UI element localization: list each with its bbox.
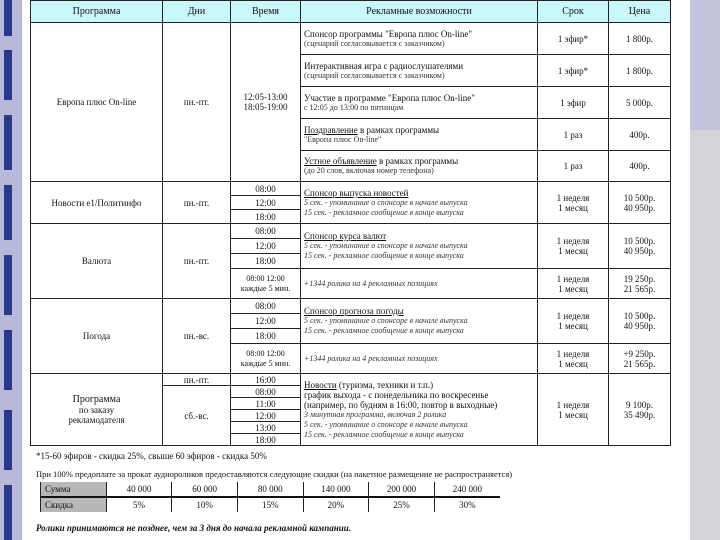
time: 18:00 (231, 210, 301, 224)
ad-title: Устное объявление (304, 156, 377, 166)
closing-note: Ролики принимаются не позднее, чем за 3 дня до начала рекламной кампании. (36, 523, 351, 533)
right-background-lower (690, 130, 720, 540)
days: пн.-пт. (163, 182, 231, 224)
ad-title: Спонсор прогноза погоды (304, 306, 404, 316)
time: 12:00 (231, 410, 301, 422)
discount-value: 5% (106, 497, 172, 512)
ad-option (301, 151, 538, 182)
time: 12:00 (231, 196, 301, 210)
ad-title: Спонсор программы "Европа плюс On-line" (304, 28, 472, 39)
ad-line: 5 сек. - упоминание о спонсоре в начале выпуска (304, 197, 468, 207)
ad-option (301, 87, 538, 119)
sum-value: 200 000 (369, 482, 435, 497)
time: 08:00 (231, 299, 301, 314)
ad-option (301, 299, 538, 344)
sum-value: 80 000 (237, 482, 303, 497)
price: 19 250р. 21 565р. (609, 269, 671, 299)
ad-option (301, 119, 538, 151)
term: 1 неделя 1 месяц (538, 224, 609, 269)
sum-value: 240 000 (434, 482, 500, 497)
time-value: 12:05-13:00 (243, 92, 288, 102)
time: 13:00 (231, 422, 301, 434)
term: 1 эфир* (538, 55, 609, 87)
ad-title-rest: в рамках программы (376, 156, 459, 166)
days: сб.-вс. (163, 386, 231, 446)
price: 9 100р. 35 490р. (609, 374, 671, 446)
ad-option: +1344 ролика на 4 рекламных позициях (301, 344, 538, 374)
days: пн.-вс. (163, 299, 231, 374)
discount-value: 15% (237, 497, 303, 512)
header-time: Время (231, 1, 301, 23)
ad-title: Участие в программе "Европа плюс On-line" (304, 92, 475, 103)
header-price: Цена (609, 1, 671, 23)
ad-title-rest: в рамках программы (357, 124, 440, 135)
ad-option (301, 23, 538, 55)
sum-label: Сумма (41, 482, 107, 497)
price: 5 000р. (609, 87, 671, 119)
price: 1 800р. (609, 55, 671, 87)
discount-table (40, 482, 500, 512)
price: 10 500р. 40 950р. (609, 299, 671, 344)
time: 16:00 (231, 374, 301, 386)
price: 10 500р. 40 950р. (609, 224, 671, 269)
table-header (31, 1, 671, 23)
price-table (30, 0, 671, 446)
discount-label: Скидка (41, 497, 107, 512)
ad-title: Спонсор выпуска новостей (304, 187, 409, 198)
sum-value: 140 000 (303, 482, 369, 497)
price: 400р. (609, 151, 671, 182)
left-decor-bar (0, 0, 22, 540)
time: 12:00 (231, 239, 301, 254)
header-term: Срок (538, 1, 609, 23)
table-row (31, 299, 671, 314)
table-row (31, 224, 671, 239)
term: 1 неделя 1 месяц (538, 269, 609, 299)
time: 18:00 (231, 254, 301, 269)
header-days: Дни (163, 1, 231, 23)
term: 1 раз (538, 119, 609, 151)
table-row (31, 182, 671, 196)
time (231, 23, 301, 182)
term: 1 неделя 1 месяц (538, 299, 609, 344)
discount-value: 25% (369, 497, 435, 512)
program-name: Новости e1/Политинфо (31, 182, 163, 224)
term: 1 неделя 1 месяц (538, 344, 609, 374)
time: 08:00 (231, 182, 301, 196)
term: 1 неделя 1 месяц (538, 374, 609, 446)
term: 1 эфир* (538, 23, 609, 55)
price: 1 800р. (609, 23, 671, 55)
program-name: Европа плюс On-line (31, 23, 163, 182)
header-ad-options: Рекламные возможности (301, 1, 538, 23)
days: пн.-пт. (163, 374, 231, 386)
term: 1 эфир (538, 87, 609, 119)
price: 400р. (609, 119, 671, 151)
price-list-page (22, 0, 690, 540)
ad-line: 15 сек. - рекламное сообщение в конце выпуска (304, 207, 464, 217)
program-name: Программа по заказу рекламодателя (31, 374, 163, 446)
ad-sub: (сценарий согласовывается с заказчиком) (304, 70, 445, 80)
discount-value: 30% (434, 497, 500, 512)
ad-option: +1344 ролика на 4 рекламных позициях (301, 269, 538, 299)
ad-option (301, 182, 538, 224)
ad-title: Интерактивная игра с радиослушателями (304, 60, 464, 71)
ad-option (301, 224, 538, 269)
days: пн.-пт. (163, 23, 231, 182)
program-name: Погода (31, 299, 163, 374)
time: 08:00 12:00 каждые 5 мин. (231, 269, 301, 299)
discount-intro: При 100% предоплате за прокат аудиороликов предоставляются следующие скидки (на пакетное размещение не распространяется) (36, 469, 513, 479)
table-row (31, 23, 671, 55)
time: 08:00 (231, 224, 301, 239)
time: 18:00 (231, 434, 301, 446)
ad-line: 5 сек. - упоминание о спонсоре в начале выпуска (304, 241, 468, 250)
footnote: *15-60 эфиров - скидка 25%, свыше 60 эфиров - скидка 50% (36, 451, 267, 461)
time: 11:00 (231, 398, 301, 410)
ad-sub: (сценарий согласовывается с заказчиком) (304, 38, 445, 48)
ad-sub: (до 20 слов, включая номер телефона) (304, 166, 434, 175)
program-name: Валюта (31, 224, 163, 299)
ad-option (301, 55, 538, 87)
header-program: Программа (31, 1, 163, 23)
ad-line: 15 сек. - рекламное сообщение в конце выпуска (304, 251, 464, 260)
ad-line: 15 сек. - рекламное сообщение в конце выпуска (304, 326, 464, 335)
ad-title: Спонсор курса валют (304, 231, 387, 241)
ad-line: 5 сек. - упоминание о спонсоре в начале выпуска (304, 316, 468, 325)
days: пн.-пт. (163, 224, 231, 299)
sum-row (41, 482, 501, 497)
ad-sub: "Европа плюс On-line" (304, 134, 382, 144)
sum-value: 40 000 (106, 482, 172, 497)
time: 12:00 (231, 314, 301, 329)
sum-value: 60 000 (172, 482, 238, 497)
discount-value: 20% (303, 497, 369, 512)
price: 10 500р. 40 950р. (609, 182, 671, 224)
ad-option: Новости (туризма, техники и т.п.) график выхода - с понедельника по воскресенье (например, по будням в 16:00, повтор в выходные) 3 минутная программа, включая 2 ролика 5 сек. - упоминание о спонсоре в начале выпуска 15 сек. - рекламное сообщение в конце выпуска (301, 374, 538, 446)
term: 1 неделя 1 месяц (538, 182, 609, 224)
time: 18:00 (231, 329, 301, 344)
discount-value: 10% (172, 497, 238, 512)
price: +9 250р. 21 565р. (609, 344, 671, 374)
time: 08:00 12:00 каждые 5 мин. (231, 344, 301, 374)
time: 08:00 (231, 386, 301, 398)
ad-sub: с 12:05 до 13:00 по пятницам (304, 102, 404, 112)
table-row (31, 374, 671, 386)
ad-title: Поздравление (304, 124, 358, 135)
term: 1 раз (538, 151, 609, 182)
discount-row (41, 497, 501, 512)
time-value: 18:05-19:00 (243, 102, 288, 112)
